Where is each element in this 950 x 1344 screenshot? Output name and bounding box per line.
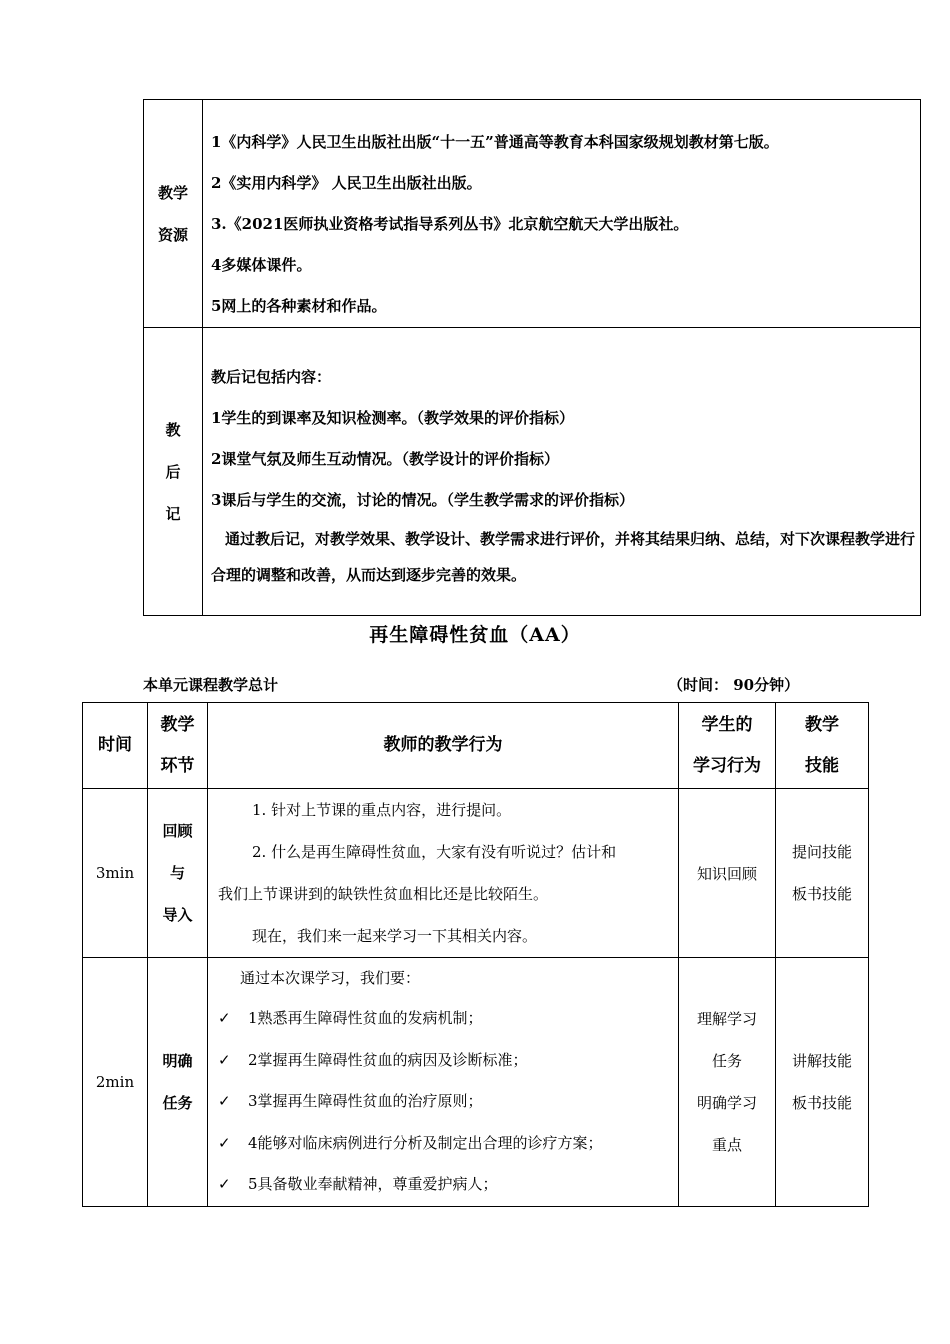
row-student-line: 理解学习 (696, 1010, 757, 1028)
objective-item (218, 1164, 674, 1206)
table-row (83, 789, 869, 958)
resource-item: 3.《2021医师执业资格考试指导系列丛书》北京航空航天大学出版社。 (211, 215, 689, 233)
row-time: 2min (83, 958, 148, 1207)
postnote-item: 1学生的到课率及知识检测率。（教学效果的评价指标） (211, 408, 574, 427)
row-student (679, 789, 776, 958)
teacher-line: 我们上节课讲到的缺铁性贫血相比还是比较陌生。 (218, 885, 549, 903)
row-stage-line: 任务 (162, 1094, 193, 1112)
teacher-line: 2. 什么是再生障碍性贫血，大家有没有听说过？估计和 (252, 843, 617, 861)
row-teacher (208, 958, 679, 1207)
row-student-line: 重点 (711, 1136, 742, 1154)
row-skill-line: 板书技能 (791, 1094, 852, 1112)
row-time: 3min (83, 789, 148, 958)
header-student (679, 703, 776, 789)
resource-item: 4多媒体课件。 (211, 256, 312, 274)
resources-label-line: 资源 (157, 225, 188, 244)
row-student (679, 958, 776, 1207)
row-skill (776, 789, 869, 958)
header-time: 时间 (83, 703, 148, 789)
header-student-line: 学习行为 (693, 755, 761, 776)
row-stage-line: 导入 (162, 906, 193, 924)
postnote-summary: 通过教后记，对教学效果、教学设计、教学需求进行评价，并将其结果归纳、总结，对下次课程教学进行合理的调整和改善，从而达到逐步完善的效果。 (211, 529, 916, 584)
objective-item (218, 1040, 674, 1082)
row-teacher (208, 789, 679, 958)
teacher-intro: 通过本次课学习，我们要： (240, 969, 421, 988)
postnote-label-line: 记 (165, 504, 181, 523)
row-skill (776, 958, 869, 1207)
lesson-table (82, 702, 869, 1207)
header-row (83, 703, 869, 789)
unit-label: 本单元课程教学总计 (143, 676, 279, 694)
header-skill-line: 技能 (805, 755, 839, 776)
objective-text: 3掌握再生障碍性贫血的治疗原则； (248, 1092, 483, 1111)
row-student-line: 知识回顾 (696, 864, 757, 883)
postnote-label (144, 328, 203, 616)
objective-text: 4能够对临床病例进行分析及制定出合理的诊疗方案； (248, 1133, 603, 1152)
resource-item: 1《内科学》人民卫生出版社出版“十一五”普通高等教育本科国家级规划教材第七版。 (211, 133, 779, 151)
check-mark-icon: ✓ (218, 1009, 231, 1028)
postnote-item: 教后记包括内容： (211, 367, 332, 386)
row-stage (148, 958, 208, 1207)
row-stage-line: 明确 (162, 1052, 193, 1070)
row-skill-line: 板书技能 (791, 885, 852, 903)
header-stage (148, 703, 208, 789)
resources-content (203, 100, 921, 328)
postnote-item: 2课堂气氛及师生互动情况。（教学设计的评价指标） (211, 449, 559, 468)
objective-item (218, 998, 674, 1040)
check-mark-icon: ✓ (218, 1050, 231, 1069)
row-student-line: 明确学习 (696, 1094, 757, 1112)
header-teacher: 教师的教学行为 (208, 703, 679, 789)
objective-text: 2掌握再生障碍性贫血的病因及诊断标准； (248, 1050, 528, 1069)
postnote-label-line: 教 (165, 420, 181, 439)
objective-item (218, 1123, 674, 1165)
check-mark-icon: ✓ (218, 1133, 231, 1152)
header-stage-line: 教学 (160, 714, 195, 735)
teacher-line: 1. 针对上节课的重点内容，进行提问。 (252, 801, 512, 819)
row-skill-line: 提问技能 (791, 843, 852, 861)
header-student-line: 学生的 (701, 714, 753, 735)
check-mark-icon: ✓ (218, 1092, 231, 1111)
table-row (83, 958, 869, 1207)
row-stage (148, 789, 208, 958)
objective-text: 1熟悉再生障碍性贫血的发病机制； (248, 1009, 483, 1028)
time-label: （时间： 90分钟） (668, 676, 800, 694)
postnote-label-line: 后 (165, 462, 181, 481)
check-mark-icon: ✓ (218, 1175, 231, 1194)
resource-item: 2《实用内科学》 人民卫生出版社出版。 (211, 174, 482, 192)
objective-item (218, 1081, 674, 1123)
header-skill (776, 703, 869, 789)
header-stage-line: 环节 (160, 755, 195, 776)
teacher-line: 现在，我们来一起来学习一下其相关内容。 (252, 927, 538, 945)
row-student-line: 任务 (711, 1052, 742, 1070)
postnote-item: 3课后与学生的交流，讨论的情况。（学生教学需求的评价指标） (211, 490, 634, 509)
resource-item: 5网上的各种素材和作品。 (211, 297, 387, 315)
row-stage-line: 与 (169, 864, 185, 882)
resources-label-line: 教学 (157, 183, 188, 202)
postnote-content (203, 328, 921, 616)
resources-table (143, 99, 921, 616)
resources-label (144, 100, 203, 328)
row-skill-line: 讲解技能 (791, 1052, 852, 1070)
header-skill-line: 教学 (805, 714, 839, 735)
objective-text: 5具备敬业奉献精神，尊重爱护病人； (248, 1175, 498, 1194)
section-title: 再生障碍性贫血（AA） (369, 624, 581, 646)
row-stage-line: 回顾 (162, 822, 193, 840)
